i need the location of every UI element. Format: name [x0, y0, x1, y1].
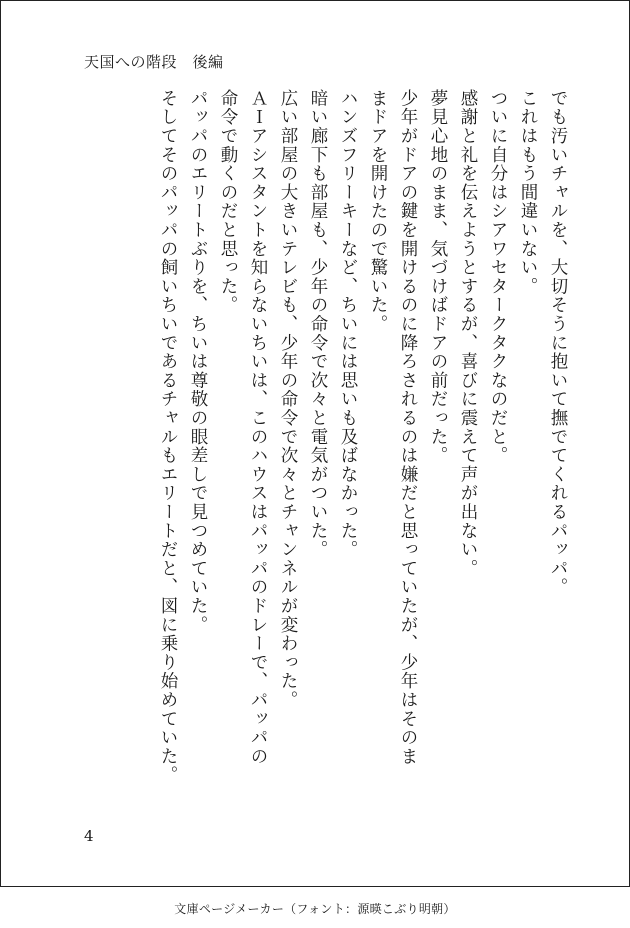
colophon: 文庫ページメーカー（フォント：源暎こぶり明朝）	[174, 902, 456, 916]
body-text	[153, 89, 573, 805]
running-header: 天国への階段 後編	[84, 53, 224, 71]
text-line: 少年がドアの鍵を開けるのに降ろされるのは嫌だと思っていたが、少年はそのま	[398, 89, 418, 766]
text-line: まドアを開けたので驚いた。	[368, 89, 388, 334]
text-line: 命令で動くのだと思った。	[218, 89, 238, 315]
text-line: パッパのエリートぶりを、ちいは尊敬の眼差しで見つめていた。	[188, 89, 208, 635]
text-line: 暗い廊下も部屋も、少年の命令で次々と電気がついた。	[308, 89, 328, 559]
text-line: 感謝と礼を伝えようとするが、喜びに震えて声が出ない。	[458, 89, 478, 578]
text-line: ついに自分はシアワセタークタクなのだと。	[488, 89, 508, 465]
page-number: 4	[84, 827, 94, 845]
text-line: 夢見心地のまま、気づけばドアの前だった。	[428, 89, 448, 465]
text-line: これはもう間違いない。	[518, 89, 538, 296]
text-line: 広い部屋の大きいテレビも、少年の命令で次々とチャンネルが変わった。	[278, 89, 298, 710]
text-line: でも汚いチャルを、大切そうに抱いて撫でてくれるパッパ。	[548, 89, 568, 597]
text-line: ハンズフリーキーなど、ちいには思いも及ばなかった。	[338, 89, 358, 559]
text-line: そしてそのパッパの飼いちいであるチャルもエリートだと、図に乗り始めていた。	[158, 89, 178, 785]
text-line: ＡＩアシスタントを知らないちいは、このハウスはパッパのドレーで、パッパの	[248, 89, 268, 766]
